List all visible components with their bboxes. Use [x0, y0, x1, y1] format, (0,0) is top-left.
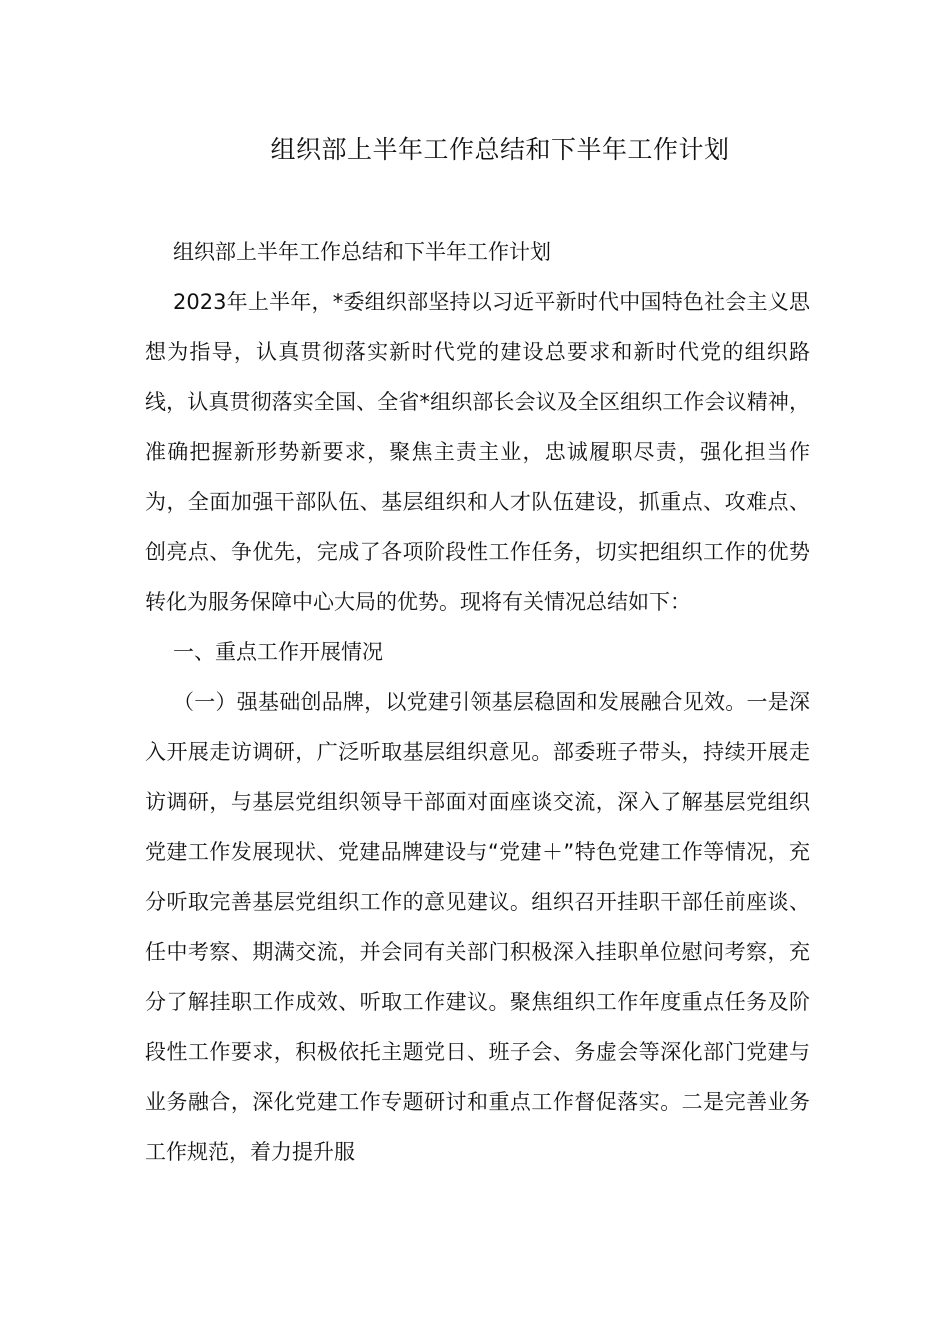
paragraph-intro: 2023年上半年，*委组织部坚持以习近平新时代中国特色社会主义思想为指导，认真贯彻落实新时代党的建设总要求和新时代党的组织路线，认真贯彻落实全国、全省*组织部长会议及全区组织工作会议精神，准确把握新形势新要求，聚焦主责主业，忠诚履职尽责，强化担当作为，全面加强干部队伍、基层组织和人才队伍建设，抓重点、攻难点、创亮点、争优先，完成了各项阶段性工作任务，切实把组织工作的优势转化为服务保障中心大局的优势。现将有关情况总结如下： [145, 290, 810, 614]
document-title: 组织部上半年工作总结和下半年工作计划 [270, 135, 730, 164]
paragraph-section-1: （一）强基础创品牌，以党建引领基层稳固和发展融合见效。一是深入开展走访调研，广泛听取基层组织意见。部委班子带头，持续开展走访调研，与基层党组织领导干部面对面座谈交流，深入了解基层党组织党建工作发展现状、党建品牌建设与“党建＋”特色党建工作等情况，充分听取完善基层党组织工作的意见建议。组织召开挂职干部任前座谈、任中考察、期满交流，并会同有关部门积极深入挂职单位慰问考察，充分了解挂职工作成效、听取工作建议。聚焦组织工作年度重点任务及阶段性工作要求，积极依托主题党日、班子会、务虚会等深化部门党建与业务融合，深化党建工作专题研讨和重点工作督促落实。二是完善业务工作规范，着力提升服 [145, 690, 810, 1164]
section-heading: 一、重点工作开展情况 [173, 640, 383, 664]
document-body [145, 227, 810, 1177]
paragraph-subtitle: 组织部上半年工作总结和下半年工作计划 [173, 240, 551, 264]
